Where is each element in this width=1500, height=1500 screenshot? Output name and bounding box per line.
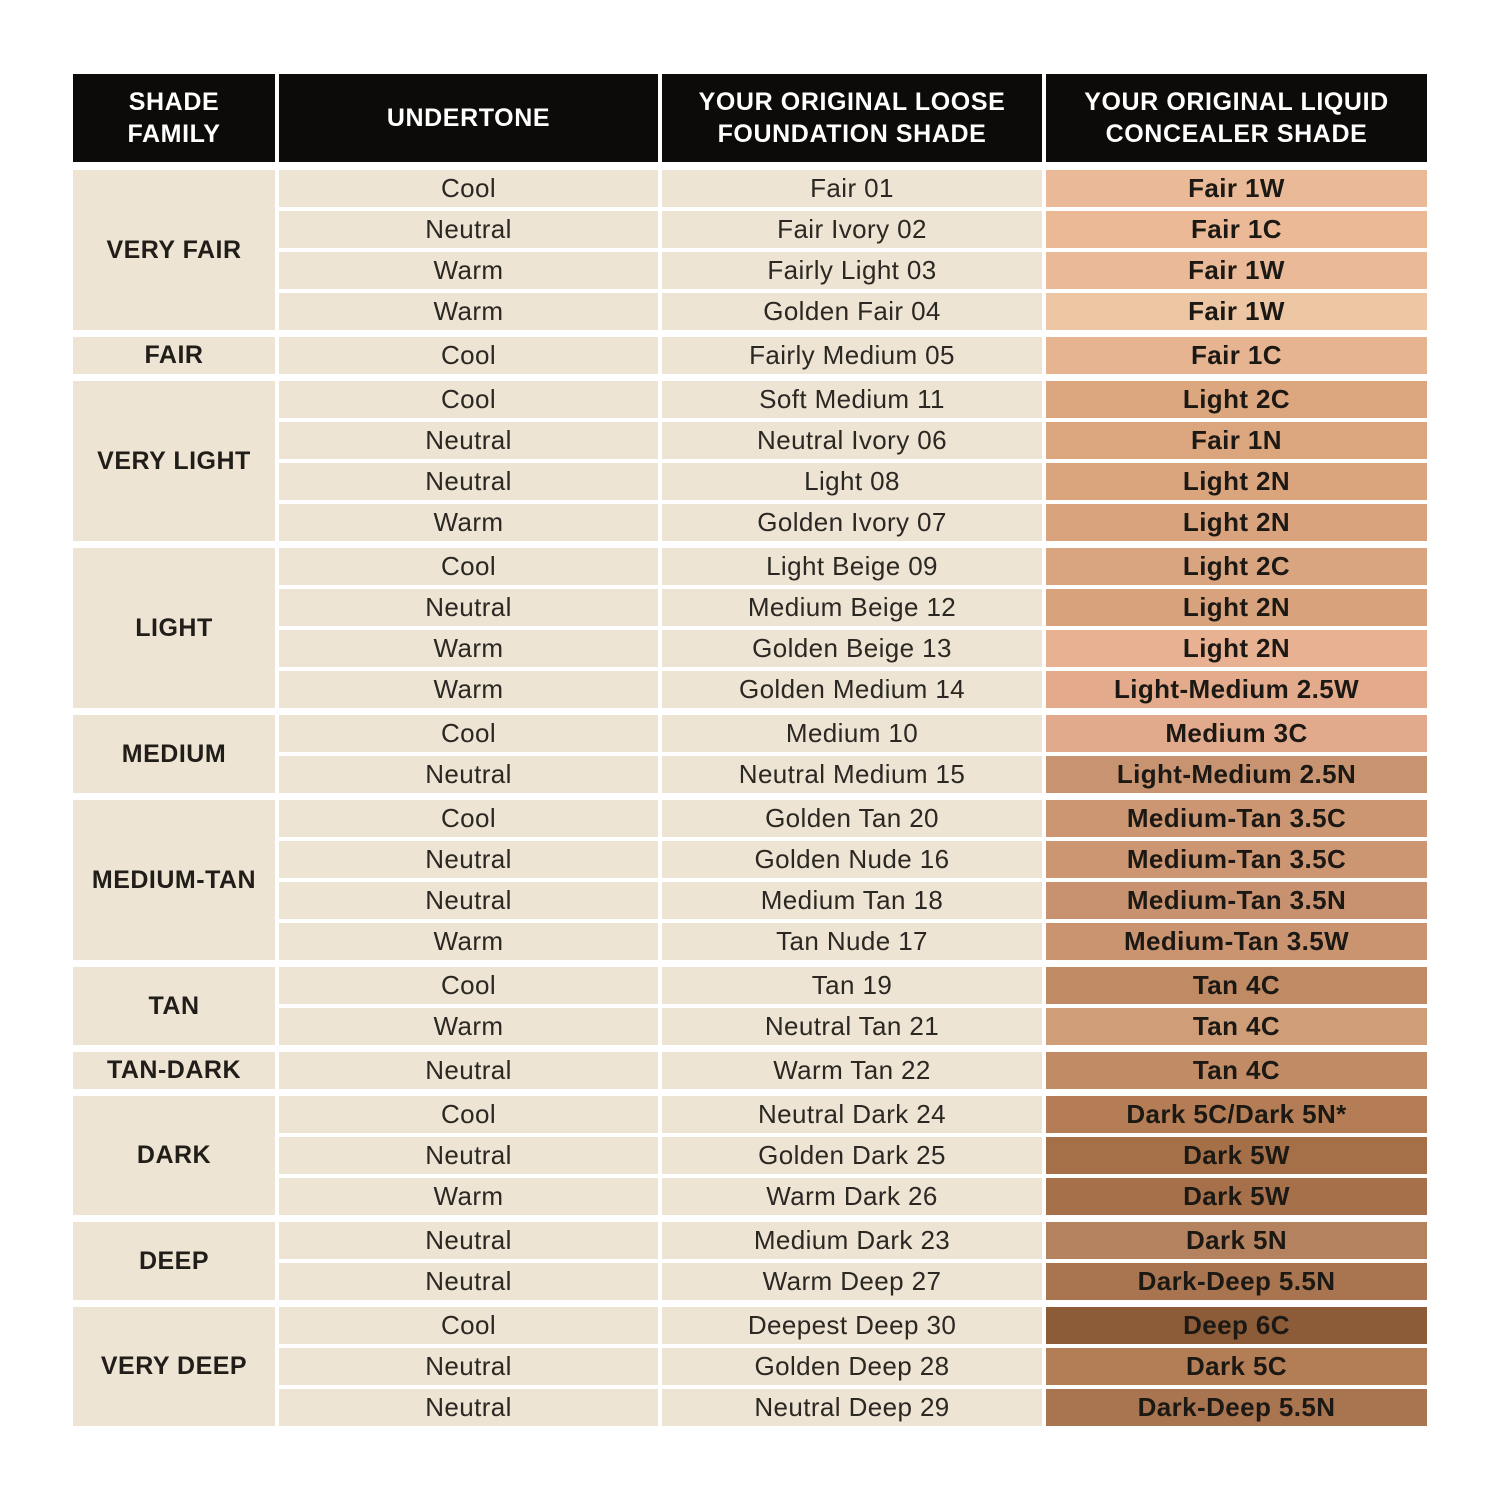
shade-match-chart: [73, 74, 1427, 1426]
foundation-shade-cell: Light Beige 09: [662, 548, 1042, 585]
concealer-shade-swatch: Dark 5C/Dark 5N*: [1046, 1096, 1427, 1133]
foundation-shade-cell: Golden Dark 25: [662, 1137, 1042, 1174]
undertone-cell: Cool: [279, 170, 658, 207]
shade-family-cell: DEEP: [73, 1222, 275, 1300]
undertone-cell: Cool: [279, 800, 658, 837]
foundation-shade-cell: Warm Tan 22: [662, 1052, 1042, 1089]
undertone-cell: Neutral: [279, 841, 658, 878]
foundation-shade-cell: Neutral Medium 15: [662, 756, 1042, 793]
shade-family-group: [73, 1307, 1427, 1426]
shade-family-group: [73, 1096, 1427, 1215]
shade-family-group: [73, 1222, 1427, 1300]
concealer-shade-swatch: Light-Medium 2.5N: [1046, 756, 1427, 793]
concealer-shade-swatch: Light-Medium 2.5W: [1046, 671, 1427, 708]
concealer-shade-swatch: Light 2N: [1046, 589, 1427, 626]
undertone-cell: Warm: [279, 504, 658, 541]
concealer-shade-swatch: Medium-Tan 3.5C: [1046, 841, 1427, 878]
shade-family-group: [73, 967, 1427, 1045]
header-undertone: UNDERTONE: [279, 74, 658, 162]
foundation-shade-cell: Golden Fair 04: [662, 293, 1042, 330]
foundation-shade-cell: Golden Medium 14: [662, 671, 1042, 708]
shade-family-group: [73, 381, 1427, 541]
concealer-shade-swatch: Tan 4C: [1046, 1008, 1427, 1045]
foundation-shade-cell: Golden Tan 20: [662, 800, 1042, 837]
foundation-shade-cell: Fairly Light 03: [662, 252, 1042, 289]
concealer-shade-swatch: Tan 4C: [1046, 1052, 1427, 1089]
foundation-shade-cell: Neutral Deep 29: [662, 1389, 1042, 1426]
undertone-cell: Neutral: [279, 1222, 658, 1259]
concealer-shade-swatch: Fair 1C: [1046, 337, 1427, 374]
undertone-cell: Neutral: [279, 463, 658, 500]
foundation-shade-cell: Fair Ivory 02: [662, 211, 1042, 248]
concealer-shade-swatch: Dark 5W: [1046, 1137, 1427, 1174]
foundation-shade-cell: Tan Nude 17: [662, 923, 1042, 960]
foundation-shade-cell: Medium Tan 18: [662, 882, 1042, 919]
header-liquid-concealer-shade: YOUR ORIGINAL LIQUID CONCEALER SHADE: [1046, 74, 1427, 162]
foundation-shade-cell: Fairly Medium 05: [662, 337, 1042, 374]
concealer-shade-swatch: Medium-Tan 3.5W: [1046, 923, 1427, 960]
foundation-shade-cell: Golden Nude 16: [662, 841, 1042, 878]
concealer-shade-swatch: Fair 1W: [1046, 252, 1427, 289]
undertone-cell: Cool: [279, 967, 658, 1004]
concealer-shade-swatch: Medium 3C: [1046, 715, 1427, 752]
concealer-shade-swatch: Medium-Tan 3.5N: [1046, 882, 1427, 919]
undertone-cell: Cool: [279, 337, 658, 374]
undertone-cell: Warm: [279, 1008, 658, 1045]
shade-family-group: [73, 170, 1427, 330]
concealer-shade-swatch: Dark 5W: [1046, 1178, 1427, 1215]
foundation-shade-cell: Golden Beige 13: [662, 630, 1042, 667]
undertone-cell: Cool: [279, 381, 658, 418]
shade-family-group: [73, 715, 1427, 793]
shade-family-cell: MEDIUM-TAN: [73, 800, 275, 960]
foundation-shade-cell: Golden Deep 28: [662, 1348, 1042, 1385]
table-header: [73, 74, 1427, 162]
undertone-cell: Cool: [279, 1307, 658, 1344]
foundation-shade-cell: Medium Dark 23: [662, 1222, 1042, 1259]
foundation-shade-cell: Neutral Ivory 06: [662, 422, 1042, 459]
concealer-shade-swatch: Deep 6C: [1046, 1307, 1427, 1344]
undertone-cell: Neutral: [279, 1389, 658, 1426]
foundation-shade-cell: Warm Dark 26: [662, 1178, 1042, 1215]
undertone-cell: Warm: [279, 1178, 658, 1215]
undertone-cell: Neutral: [279, 1348, 658, 1385]
undertone-cell: Neutral: [279, 589, 658, 626]
undertone-cell: Neutral: [279, 422, 658, 459]
concealer-shade-swatch: Light 2N: [1046, 630, 1427, 667]
shade-family-cell: VERY LIGHT: [73, 381, 275, 541]
header-shade-family: SHADE FAMILY: [73, 74, 275, 162]
shade-family-cell: TAN: [73, 967, 275, 1045]
table-body: [73, 170, 1427, 1426]
concealer-shade-swatch: Medium-Tan 3.5C: [1046, 800, 1427, 837]
concealer-shade-swatch: Fair 1C: [1046, 211, 1427, 248]
undertone-cell: Warm: [279, 671, 658, 708]
shade-family-cell: VERY DEEP: [73, 1307, 275, 1426]
undertone-cell: Cool: [279, 1096, 658, 1133]
foundation-shade-cell: Fair 01: [662, 170, 1042, 207]
foundation-shade-cell: Warm Deep 27: [662, 1263, 1042, 1300]
shade-family-group: [73, 800, 1427, 960]
header-loose-foundation-shade: YOUR ORIGINAL LOOSE FOUNDATION SHADE: [662, 74, 1042, 162]
shade-family-cell: MEDIUM: [73, 715, 275, 793]
concealer-shade-swatch: Dark-Deep 5.5N: [1046, 1263, 1427, 1300]
undertone-cell: Neutral: [279, 756, 658, 793]
foundation-shade-cell: Tan 19: [662, 967, 1042, 1004]
concealer-shade-swatch: Fair 1W: [1046, 170, 1427, 207]
foundation-shade-cell: Soft Medium 11: [662, 381, 1042, 418]
foundation-shade-cell: Golden Ivory 07: [662, 504, 1042, 541]
concealer-shade-swatch: Dark 5N: [1046, 1222, 1427, 1259]
shade-family-cell: VERY FAIR: [73, 170, 275, 330]
concealer-shade-swatch: Dark-Deep 5.5N: [1046, 1389, 1427, 1426]
foundation-shade-cell: Light 08: [662, 463, 1042, 500]
shade-family-cell: LIGHT: [73, 548, 275, 708]
foundation-shade-cell: Deepest Deep 30: [662, 1307, 1042, 1344]
shade-family-cell: TAN-DARK: [73, 1052, 275, 1089]
undertone-cell: Warm: [279, 923, 658, 960]
undertone-cell: Warm: [279, 293, 658, 330]
undertone-cell: Neutral: [279, 1263, 658, 1300]
undertone-cell: Warm: [279, 630, 658, 667]
concealer-shade-swatch: Light 2C: [1046, 381, 1427, 418]
shade-family-cell: DARK: [73, 1096, 275, 1215]
concealer-shade-swatch: Light 2C: [1046, 548, 1427, 585]
shade-family-cell: FAIR: [73, 337, 275, 374]
concealer-shade-swatch: Tan 4C: [1046, 967, 1427, 1004]
shade-family-group: [73, 548, 1427, 708]
undertone-cell: Neutral: [279, 211, 658, 248]
foundation-shade-cell: Neutral Tan 21: [662, 1008, 1042, 1045]
undertone-cell: Neutral: [279, 1052, 658, 1089]
concealer-shade-swatch: Fair 1W: [1046, 293, 1427, 330]
foundation-shade-cell: Medium 10: [662, 715, 1042, 752]
undertone-cell: Neutral: [279, 1137, 658, 1174]
undertone-cell: Warm: [279, 252, 658, 289]
foundation-shade-cell: Neutral Dark 24: [662, 1096, 1042, 1133]
shade-family-group: [73, 1052, 1427, 1089]
concealer-shade-swatch: Light 2N: [1046, 504, 1427, 541]
foundation-shade-cell: Medium Beige 12: [662, 589, 1042, 626]
shade-family-group: [73, 337, 1427, 374]
undertone-cell: Cool: [279, 715, 658, 752]
undertone-cell: Neutral: [279, 882, 658, 919]
concealer-shade-swatch: Light 2N: [1046, 463, 1427, 500]
concealer-shade-swatch: Dark 5C: [1046, 1348, 1427, 1385]
concealer-shade-swatch: Fair 1N: [1046, 422, 1427, 459]
undertone-cell: Cool: [279, 548, 658, 585]
